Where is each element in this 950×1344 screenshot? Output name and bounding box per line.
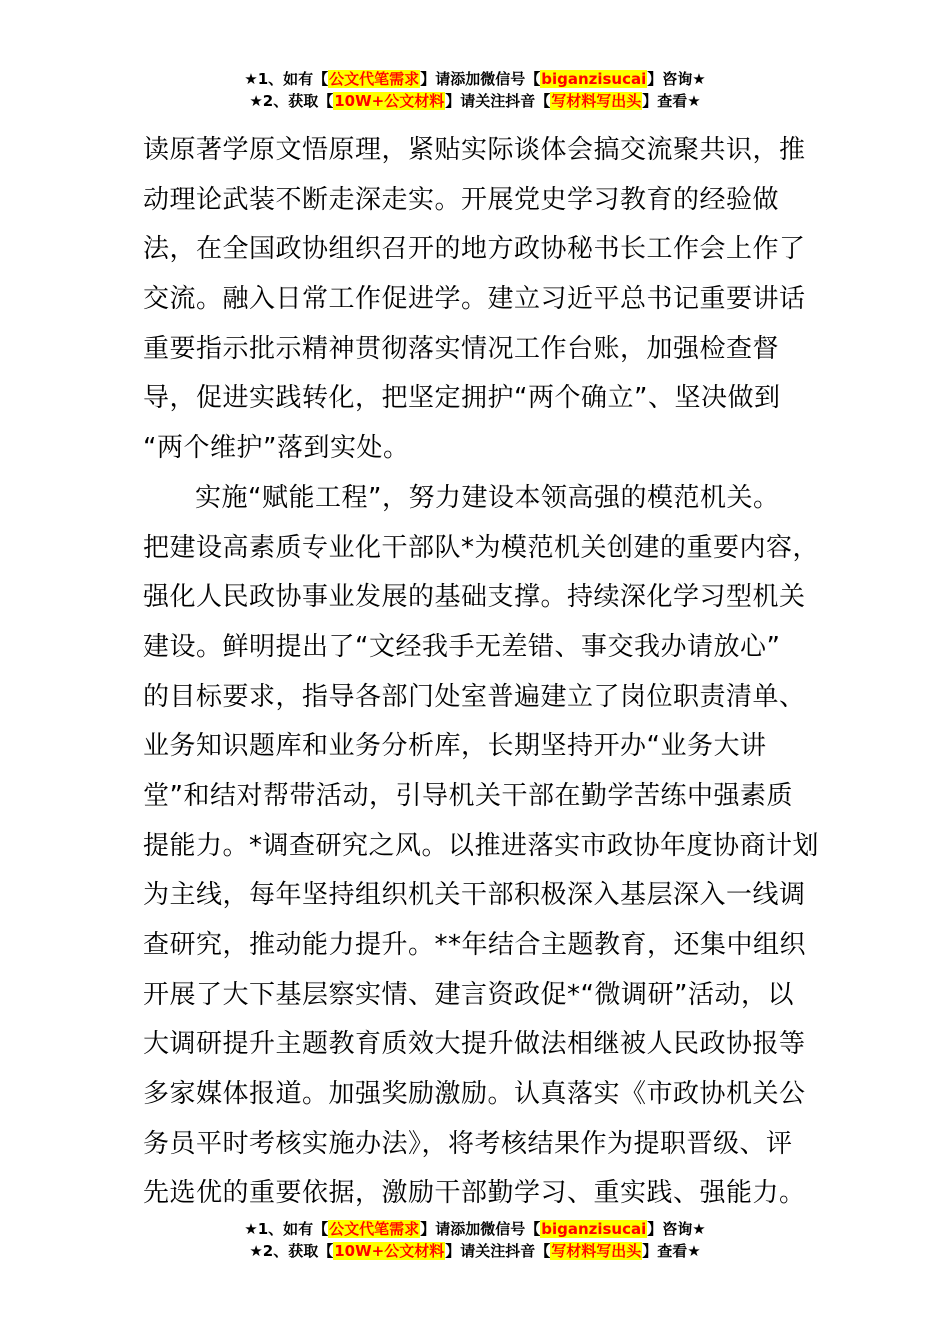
body-line: 务员平时考核实施办法》，将考核结果作为提职晋级、评 xyxy=(143,1128,793,1159)
bottom-banner-materials-highlight: 10W+公文材料 xyxy=(334,1242,445,1260)
paragraph-heading-line: 实施“赋能工程”，努力建设本领高强的模范机关。 xyxy=(195,482,780,513)
top-banner-line-1 xyxy=(0,68,950,90)
body-line: 多家媒体报道。加强奖励激励。认真落实《市政协机关公 xyxy=(143,1079,806,1110)
body-line: 读原著学原文悟原理，紧贴实际谈体会搞交流聚共识，推 xyxy=(143,135,806,165)
body-line: 查研究，推动能力提升。**年结合主题教育，还集中组织 xyxy=(143,930,807,960)
body-line: 堂”和结对帮带活动，引导机关干部在勤学苦练中强素质 xyxy=(143,780,793,811)
top-banner-line-1-mid: 】请添加微信号【 xyxy=(420,70,541,88)
body-line: 先选优的重要依据，激励干部勤学习、重实践、强能力。 xyxy=(143,1178,806,1209)
top-banner-line-2-mid: 】请关注抖音【 xyxy=(445,92,551,110)
top-banner-line-1-pre: ★1、如有【 xyxy=(244,70,329,88)
body-line: 把建设高素质专业化干部队*为模范机关创建的重要内容， xyxy=(143,532,820,563)
body-line: 建设。鲜明提出了“文经我手无差错、事交我办请放心” xyxy=(143,631,781,662)
bottom-banner-line-1-mid: 】请添加微信号【 xyxy=(420,1220,541,1238)
body-line: 开展了大下基层察实情、建言资政促*“微调研”活动，以 xyxy=(143,979,794,1010)
body-line: 提能力。*调查研究之风。以推进落实市政协年度协商计划 xyxy=(143,830,820,861)
bottom-banner-wechat-id: biganzisucai xyxy=(541,1220,647,1238)
body-line: 大调研提升主题教育质效大提升做法相继被人民政协报等 xyxy=(143,1029,806,1060)
body-line: 交流。融入日常工作促进学。建立习近平总书记重要讲话 xyxy=(143,284,806,315)
body-line: 导，促进实践转化，把坚定拥护“两个确立”、坚决做到 xyxy=(143,383,781,414)
top-banner xyxy=(0,68,950,112)
top-banner-materials-highlight: 10W+公文材料 xyxy=(334,92,445,110)
body-line: 动理论武装不断走深走实。开展党史学习教育的经验做 xyxy=(143,184,780,215)
top-banner-line-1-post: 】咨询★ xyxy=(647,70,706,88)
top-banner-line-2-post: 】查看★ xyxy=(642,92,701,110)
body-line: 重要指示批示精神贯彻落实情况工作台账，加强检查督 xyxy=(143,333,780,364)
body-line: 强化人民政协事业发展的基础支撑。持续深化学习型机关 xyxy=(143,582,806,613)
body-line: “两个维护”落到实处。 xyxy=(143,433,410,464)
top-banner-line-2 xyxy=(0,90,950,112)
bottom-banner-line-1 xyxy=(0,1218,950,1240)
document-body xyxy=(143,126,820,1219)
bottom-banner-service-highlight: 公文代笔需求 xyxy=(329,1220,420,1238)
body-line: 为主线，每年坚持组织机关干部积极深入基层深入一线调 xyxy=(143,880,806,911)
bottom-banner-line-1-pre: ★1、如有【 xyxy=(244,1220,329,1238)
top-banner-douyin-account: 写材料写出头 xyxy=(551,92,642,110)
bottom-banner xyxy=(0,1218,950,1262)
body-line: 业务知识题库和业务分析库，长期坚持开办“业务大讲 xyxy=(143,731,767,762)
top-banner-wechat-id: biganzisucai xyxy=(541,70,647,88)
bottom-banner-line-2-mid: 】请关注抖音【 xyxy=(445,1242,551,1260)
body-line: 法，在全国政协组织召开的地方政协秘书长工作会上作了 xyxy=(143,234,806,265)
bottom-banner-line-2-pre: ★2、获取【 xyxy=(249,1242,334,1260)
bottom-banner-line-2 xyxy=(0,1240,950,1262)
bottom-banner-douyin-account: 写材料写出头 xyxy=(551,1242,642,1260)
bottom-banner-line-1-post: 】咨询★ xyxy=(647,1220,706,1238)
top-banner-line-2-pre: ★2、获取【 xyxy=(249,92,334,110)
body-line: 的目标要求，指导各部门处室普遍建立了岗位职责清单、 xyxy=(143,681,806,712)
bottom-banner-line-2-post: 】查看★ xyxy=(642,1242,701,1260)
top-banner-service-highlight: 公文代笔需求 xyxy=(329,70,420,88)
